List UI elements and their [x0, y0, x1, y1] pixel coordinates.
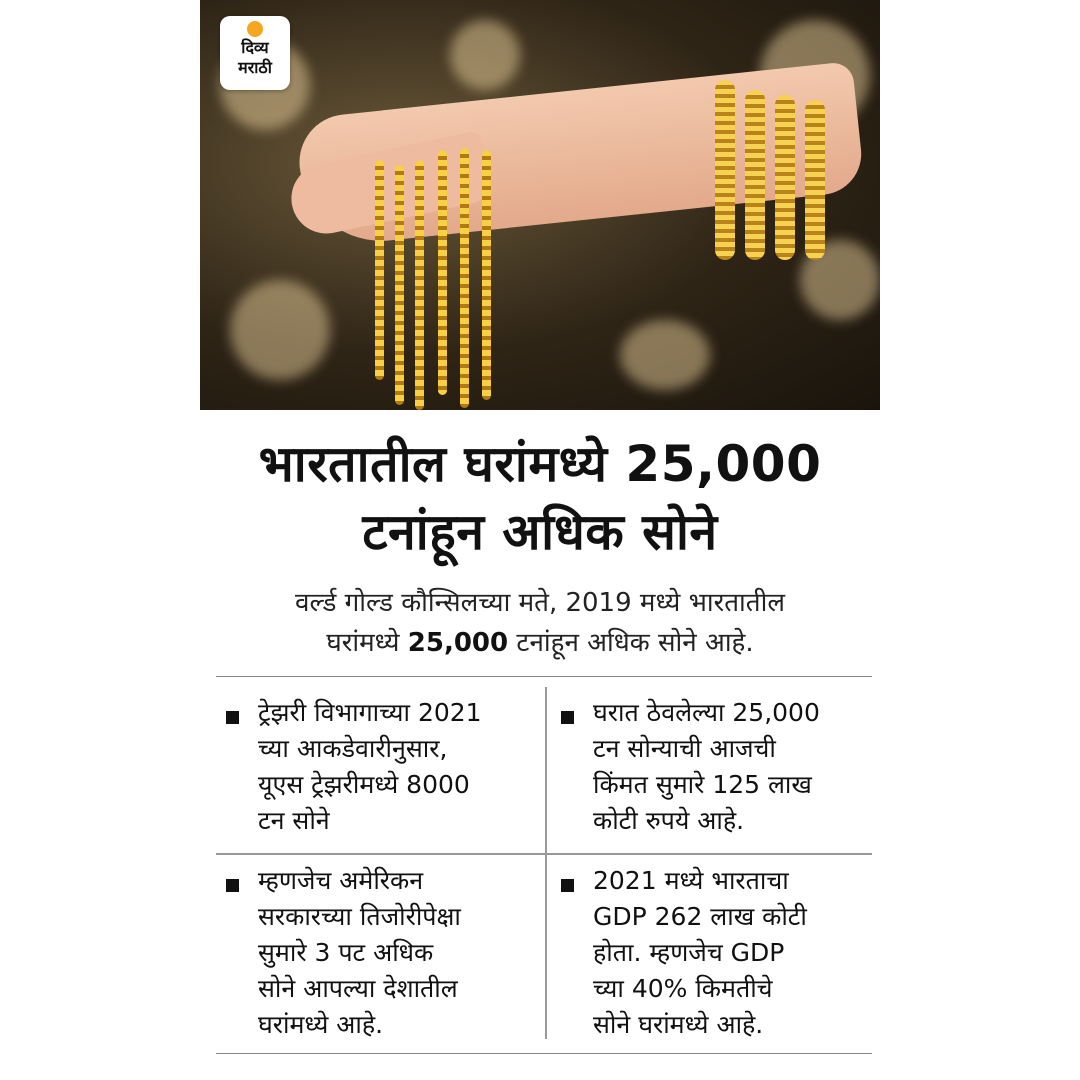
fact-line: सोने घरांमध्ये आहे. — [593, 1010, 764, 1039]
gold-chain — [375, 160, 384, 380]
fact-line: GDP 262 लाख कोटी — [593, 902, 807, 931]
headline-line-2: टनांहून अधिक सोने — [362, 503, 718, 561]
gold-bangle — [715, 80, 735, 260]
fact-line: च्या आकडेवारीनुसार, — [258, 734, 448, 763]
subtitle — [220, 583, 860, 663]
subtitle-line-2 — [220, 623, 860, 663]
gold-chain — [415, 160, 424, 410]
fact-line: सरकारच्या तिजोरीपेक्षा — [258, 902, 461, 931]
gold-jewelry-photo — [200, 0, 880, 410]
infographic-card — [200, 0, 880, 1080]
sun-icon — [247, 21, 263, 37]
subtitle-line-2-post: टनांहून अधिक सोने आहे. — [508, 628, 754, 658]
square-bullet-icon — [226, 879, 239, 892]
fact-line: सोने आपल्या देशातील — [258, 974, 458, 1003]
gold-chain — [395, 165, 404, 405]
gold-bangle — [805, 100, 825, 260]
fact-line: टन सोन्याची आजची — [593, 734, 776, 763]
gold-chain — [460, 148, 469, 408]
fact-line: किंमत सुमारे 125 लाख — [593, 770, 812, 799]
gold-bangle — [775, 95, 795, 260]
fact-line: 2021 मध्ये भारताचा — [593, 866, 789, 895]
square-bullet-icon — [561, 879, 574, 892]
divya-marathi-logo — [220, 16, 290, 90]
gold-bangle — [745, 90, 765, 260]
logo-line-2: मराठी — [238, 58, 272, 77]
fact-line: म्हणजेच अमेरिकन — [258, 866, 424, 895]
fact-line: कोटी रुपये आहे. — [593, 806, 745, 835]
headline-line-1: भारतातील घरांमध्ये 25,000 — [258, 435, 822, 493]
fact-line: घरांमध्ये आहे. — [258, 1010, 384, 1039]
fact-text — [258, 695, 482, 839]
fact-line: सुमारे 3 पट अधिक — [258, 938, 434, 967]
facts-grid — [216, 676, 872, 1054]
fact-text — [593, 863, 807, 1043]
headline — [200, 430, 880, 566]
vertical-divider — [545, 687, 547, 1039]
subtitle-highlight: 25,000 — [407, 628, 509, 658]
fact-line: टन सोने — [258, 806, 330, 835]
fact-line: ट्रेझरी विभागाच्या 2021 — [258, 698, 482, 727]
square-bullet-icon — [561, 711, 574, 724]
horizontal-divider — [216, 853, 872, 855]
square-bullet-icon — [226, 711, 239, 724]
gold-chain — [438, 150, 447, 395]
fact-line: च्या 40% किमतीचे — [593, 974, 773, 1003]
fact-line: घरात ठेवलेल्या 25,000 — [593, 698, 820, 727]
fact-line: यूएस ट्रेझरीमध्ये 8000 — [258, 770, 470, 799]
subtitle-line-1: वर्ल्ड गोल्ड कौन्सिलच्या मते, 2019 मध्ये भारतातील — [295, 588, 785, 618]
gold-chain — [482, 150, 491, 400]
subtitle-line-2-pre: घरांमध्ये — [326, 628, 408, 658]
fact-text — [593, 695, 820, 839]
fact-text — [258, 863, 461, 1043]
logo-line-1: दिव्य — [241, 38, 269, 57]
fact-line: होता. म्हणजेच GDP — [593, 938, 785, 967]
